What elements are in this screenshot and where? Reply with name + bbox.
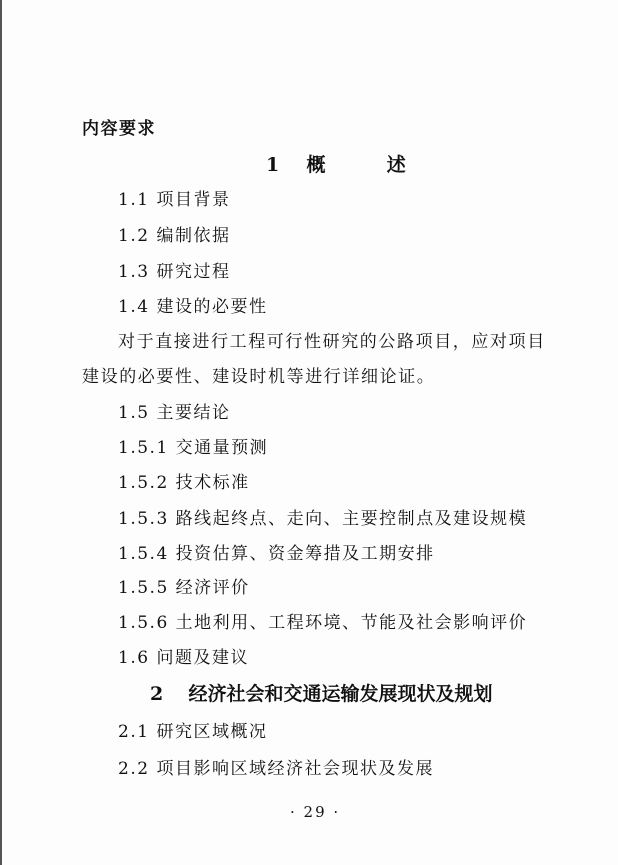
heading-1-5-4: 1.5.4 投资估算、资金筹措及工期安排 <box>118 544 435 564</box>
chapter-1-title-part2: 述 <box>386 154 406 176</box>
heading-1-5-2: 1.5.2 技术标准 <box>118 473 250 493</box>
chapter-1-heading <box>266 154 406 176</box>
heading-2-1: 2.1 研究区域概况 <box>118 722 268 742</box>
chapter-2-number: 2 <box>150 683 164 705</box>
heading-1-5-5: 1.5.5 经济评价 <box>118 578 250 598</box>
heading-2-2: 2.2 项目影响区域经济社会现状及发展 <box>118 759 434 779</box>
heading-1-3: 1.3 研究过程 <box>118 262 231 282</box>
section-label: 内容要求 <box>82 119 156 139</box>
heading-1-4: 1.4 建设的必要性 <box>118 297 268 317</box>
heading-1-5: 1.5 主要结论 <box>118 403 231 423</box>
heading-1-5-1: 1.5.1 交通量预测 <box>118 438 269 458</box>
heading-1-1: 1.1 项目背景 <box>118 190 231 210</box>
page-number: · 29 · <box>290 803 341 821</box>
chapter-2-title: 经济社会和交通运输发展现状及规划 <box>188 683 493 705</box>
heading-1-5-3: 1.5.3 路线起终点、走向、主要控制点及建设规模 <box>118 509 528 529</box>
chapter-2-heading <box>150 683 493 705</box>
paragraph-line-1: 对于直接进行工程可行性研究的公路项目，应对项目 <box>118 332 546 352</box>
chapter-1-title-part1: 概 <box>306 154 326 176</box>
chapter-1-number: 1 <box>266 154 280 176</box>
heading-1-6: 1.6 问题及建议 <box>118 648 249 668</box>
paragraph-line-2: 建设的必要性、建设时机等进行详细论证。 <box>82 367 436 387</box>
heading-1-5-6: 1.5.6 土地利用、工程环境、节能及社会影响评价 <box>118 613 528 633</box>
heading-1-2: 1.2 编制依据 <box>118 226 231 246</box>
